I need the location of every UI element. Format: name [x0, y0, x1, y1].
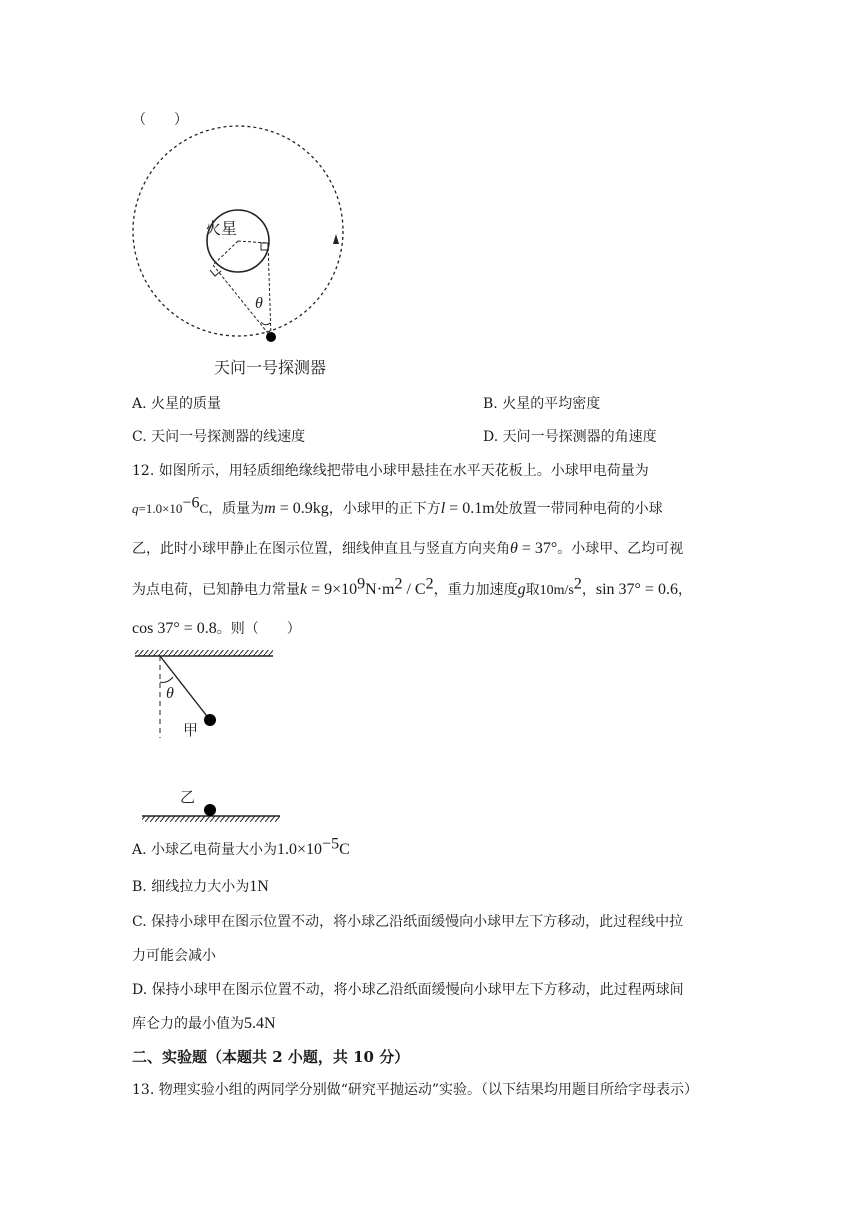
option-d: D. 天问一号探测器的角速度 — [483, 429, 657, 445]
theta-label: θ — [255, 295, 263, 312]
q12-option-c-line-2: 力可能会减小 — [132, 948, 216, 964]
answer-bracket: （ ） — [132, 112, 188, 128]
q12-option-c-line-1: C. 保持小球甲在图示位置不动，将小球乙沿纸面缓慢向小球甲左下方移动，此过程线中拉 — [132, 914, 684, 930]
q12-line-2: $q=1.0\times 10^{-6}C$，质量为m = 0.9kg，小球甲的正下方l = 0.1m处放置一带同种电荷的小球 — [132, 494, 663, 517]
q12-option-d-line-1: D. 保持小球甲在图示位置不动，将小球乙沿纸面缓慢向小球甲左下方移动，此过程两球间 — [132, 982, 684, 998]
theta-label-2: θ — [166, 685, 174, 702]
q12-line-3: 乙，此时小球甲静止在图示位置，细线伸直且与竖直方向夹角θ = 37°。小球甲、乙均可视 — [132, 540, 684, 557]
q12-option-d-line-2: 库仑力的最小值为5.4N — [132, 1015, 276, 1032]
ball-jia — [204, 714, 216, 726]
ceiling-hatch — [135, 650, 273, 656]
mars-label: 火星 — [205, 219, 238, 238]
q12-line-4: 为点电荷，已知静电力常量$k = 9\times 10^9N\cdot m^2 / C^2$，重力加速度g取$10m/s^2$，sin 37° = 0.6， — [132, 575, 692, 598]
q12-line-5: cos 37° = 0.8。则（ ） — [132, 620, 301, 637]
section-2-title: 二、实验题（本题共 2 小题，共 10 分） — [132, 1048, 410, 1066]
ball-yi — [204, 804, 216, 816]
option-c: C. 天问一号探测器的线速度 — [132, 429, 306, 445]
q12-option-a: A. 小球乙电荷量大小为$1.0\times 10^{-5}C$ — [132, 835, 350, 858]
option-b: B. 火星的平均密度 — [483, 396, 601, 412]
option-a: A. 火星的质量 — [132, 396, 222, 412]
yi-label: 乙 — [180, 788, 196, 806]
floor-hatch — [142, 816, 280, 822]
jia-label: 甲 — [183, 721, 199, 739]
q12-line-1: 12. 如图所示，用轻质细绝缘线把带电小球甲悬挂在水平天花板上。小球甲电荷量为 — [132, 463, 649, 479]
theta-arc-2 — [160, 677, 173, 682]
q12-option-b: B. 细线拉力大小为1N — [132, 878, 269, 895]
probe-label: 天问一号探测器 — [214, 358, 327, 377]
q13-line-1: 13. 物理实验小组的两同学分别做“研究平抛运动”实验。（以下结果均用题目所给字母表示） — [132, 1082, 699, 1098]
